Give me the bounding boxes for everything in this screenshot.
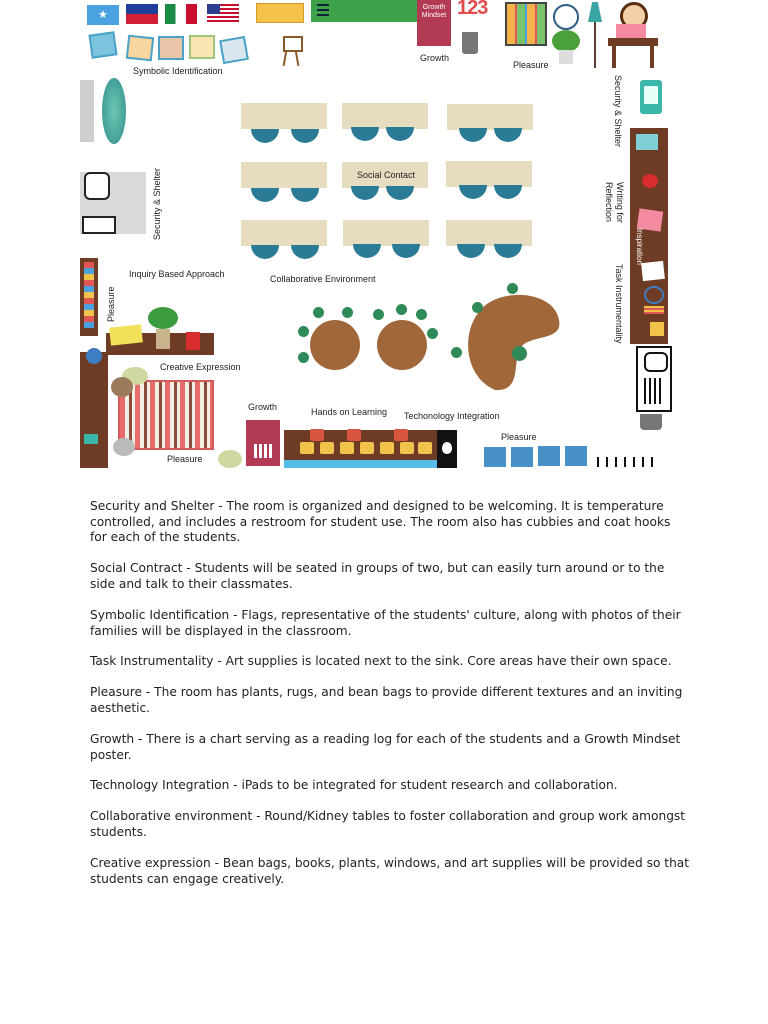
seat-dot [298,326,309,337]
pencils-icon [644,306,664,314]
whiteboard-icon [311,0,417,22]
kidney-table [455,280,565,395]
label-hands-on-learning: Hands on Learning [311,407,388,417]
label-symbolic-identification: Symbolic Identification [133,66,223,76]
chair [494,128,522,142]
description-growth [90,732,690,763]
reading-log-chart-icon [505,2,547,46]
seat-dot [396,304,407,315]
lamp-icon [588,2,602,70]
label-growth-bottom: Growth [248,402,278,412]
chair [351,186,379,200]
ipad-station-icon [437,430,457,468]
mexico-flag-icon [165,4,197,24]
seat-dot [427,328,438,339]
chair [459,128,487,142]
label-security-shelter-right: Security & Shelter [613,75,623,148]
ladybug-icon [642,174,658,188]
chair [251,188,279,202]
bathroom-sink-icon [82,216,116,234]
striped-rug-icon [118,380,214,450]
chair [251,129,279,143]
cubby [538,446,560,466]
label-pleasure-top: Pleasure [513,60,549,70]
plant-icon [548,30,584,66]
label-writing-for-reflection [603,182,625,230]
chair [351,127,379,141]
chair [457,244,485,258]
thermostat-icon [640,80,662,114]
description-collaborative-environment [90,809,690,840]
round-table [377,320,427,370]
seat-dot [373,309,384,320]
supply-bin-icon [347,429,361,441]
description-pleasure [90,685,690,716]
chair [251,245,279,259]
coat-hooks-icon [597,457,653,467]
family-photo-icon [189,35,215,59]
sink-icon [636,346,672,412]
teacher-desk-icon [608,0,658,70]
tissue-box-icon [636,134,658,150]
seat-dot [416,309,427,320]
chair [386,186,414,200]
description-symbolic-identification [90,608,690,639]
haiti-flag-icon [126,4,158,24]
bean-bag-icon [113,438,135,456]
door-icon [80,80,94,142]
toilet-icon [84,172,110,200]
description-text: Growth - There is a chart serving as a reading log for each of the students and a Growth Mindset poster. [90,732,681,762]
seat-dot [313,307,324,318]
seat-dot [507,283,518,294]
chair [459,185,487,199]
chair [353,244,381,258]
cubby [565,446,587,466]
chair [392,244,420,258]
rug-oval-icon [102,78,126,144]
seat-dot [342,307,353,318]
plant-icon [146,307,180,353]
clock-icon [553,4,579,30]
numbers-icon: 123 [457,0,488,19]
student-desk [241,103,327,129]
family-photo-icon [88,31,117,58]
label-social-contact: Social Contact [357,170,416,180]
poster-text: Growth Mindset [421,4,447,19]
family-photo-icon [158,36,184,60]
student-desk [241,162,327,188]
label-pleasure-bottom-left: Pleasure [167,454,203,464]
description-text: Collaborative environment - Round/Kidney tables to foster collaboration and group work amongst students. [90,809,686,839]
chair [386,127,414,141]
bean-bag-icon [111,377,133,397]
chair [494,244,522,258]
supply-bin-icon [380,442,394,454]
bean-bag-icon [218,450,242,468]
description-creative-expression [90,856,690,887]
description-text: Pleasure - The room has plants, rugs, and bean bags to provide different textures and an inviting aesthetic. [90,685,683,715]
cubby [484,447,506,467]
globe-icon [86,348,102,364]
description-text: Technology Integration - iPads to be integrated for student research and collaboration. [90,778,618,792]
description-social-contract [90,561,690,592]
label-collaborative-environment: Collaborative Environment [270,274,376,284]
family-photo-icon [219,36,249,64]
student-desk [342,103,428,129]
label-writing-for-reflection-text: Writing for Reflection [604,182,625,223]
book-stack-icon [109,324,143,345]
supply-bin-icon [340,442,354,454]
music-poster-icon [256,3,304,23]
student-desk [447,104,533,130]
student-desk [446,220,532,246]
supply-bin-icon [320,442,334,454]
label-security-shelter-left: Security & Shelter [152,167,162,240]
description-task-instrumentality [90,654,690,670]
student-desk [446,161,532,187]
round-table [310,320,360,370]
label-inspiration: Inspiration [635,228,644,265]
supply-bin-icon [418,442,432,454]
description-text: Symbolic Identification - Flags, representative of the students' culture, along with photos of their families will be displayed in the classroom. [90,608,681,638]
seat-dot [298,352,309,363]
scissors-icon [644,286,664,304]
book-icon [186,332,200,350]
supply-bin-icon [400,442,414,454]
classroom-floorplan [0,0,768,480]
cubby [511,447,533,467]
label-creative-expression: Creative Expression [160,362,241,372]
trash-can-icon [640,414,662,430]
paper-icon [641,261,665,281]
growth-chart-icon [246,420,280,466]
chair [291,245,319,259]
supply-bin-icon [360,442,374,454]
somalia-flag-icon: ★ [87,5,119,25]
label-task-instrumentality: Task Instrumentality [614,264,624,344]
description-technology-integration [90,778,690,794]
description-text: Creative expression - Bean bags, books, plants, windows, and art supplies will be provided so that students can engage creatively. [90,856,690,886]
family-photo-icon [126,35,154,62]
label-pleasure-left: Pleasure [106,286,116,322]
chair [494,185,522,199]
description-text: Task Instrumentality - Art supplies is located next to the sink. Core areas have their own space. [90,654,672,668]
crayons-icon [650,322,664,336]
growth-mindset-poster [417,0,451,46]
supply-bin-icon [300,442,314,454]
label-technology-integration: Techonology Integration [404,411,500,421]
label-pleasure-bottom-right: Pleasure [501,432,537,442]
usa-flag-icon [207,4,239,24]
label-inquiry-based-approach: Inquiry Based Approach [129,269,225,279]
description-text: Security and Shelter - The room is organized and designed to be welcoming. It is temperature controlled, and includes a restroom for student use. The room also has cubbies and coat hooks for each of the students. [90,499,671,544]
description-text: Social Contract - Students will be seated in groups of two, but can easily turn around or to the side and talk to their classmates. [90,561,665,591]
supply-bin-icon [394,429,408,441]
trash-can-icon [462,32,478,54]
seat-dot [451,347,462,358]
seat-dot [512,346,527,361]
student-desk [343,220,429,246]
description-security-shelter [90,499,690,546]
easel-icon [280,28,302,66]
student-desk [241,220,327,246]
chair [291,129,319,143]
label-growth-top: Growth [420,53,450,63]
books-icon [84,262,94,328]
box-icon [84,434,98,444]
chair [291,188,319,202]
supply-bin-icon [310,429,324,441]
seat-dot [472,302,483,313]
bookshelf-lower-left [80,352,108,468]
